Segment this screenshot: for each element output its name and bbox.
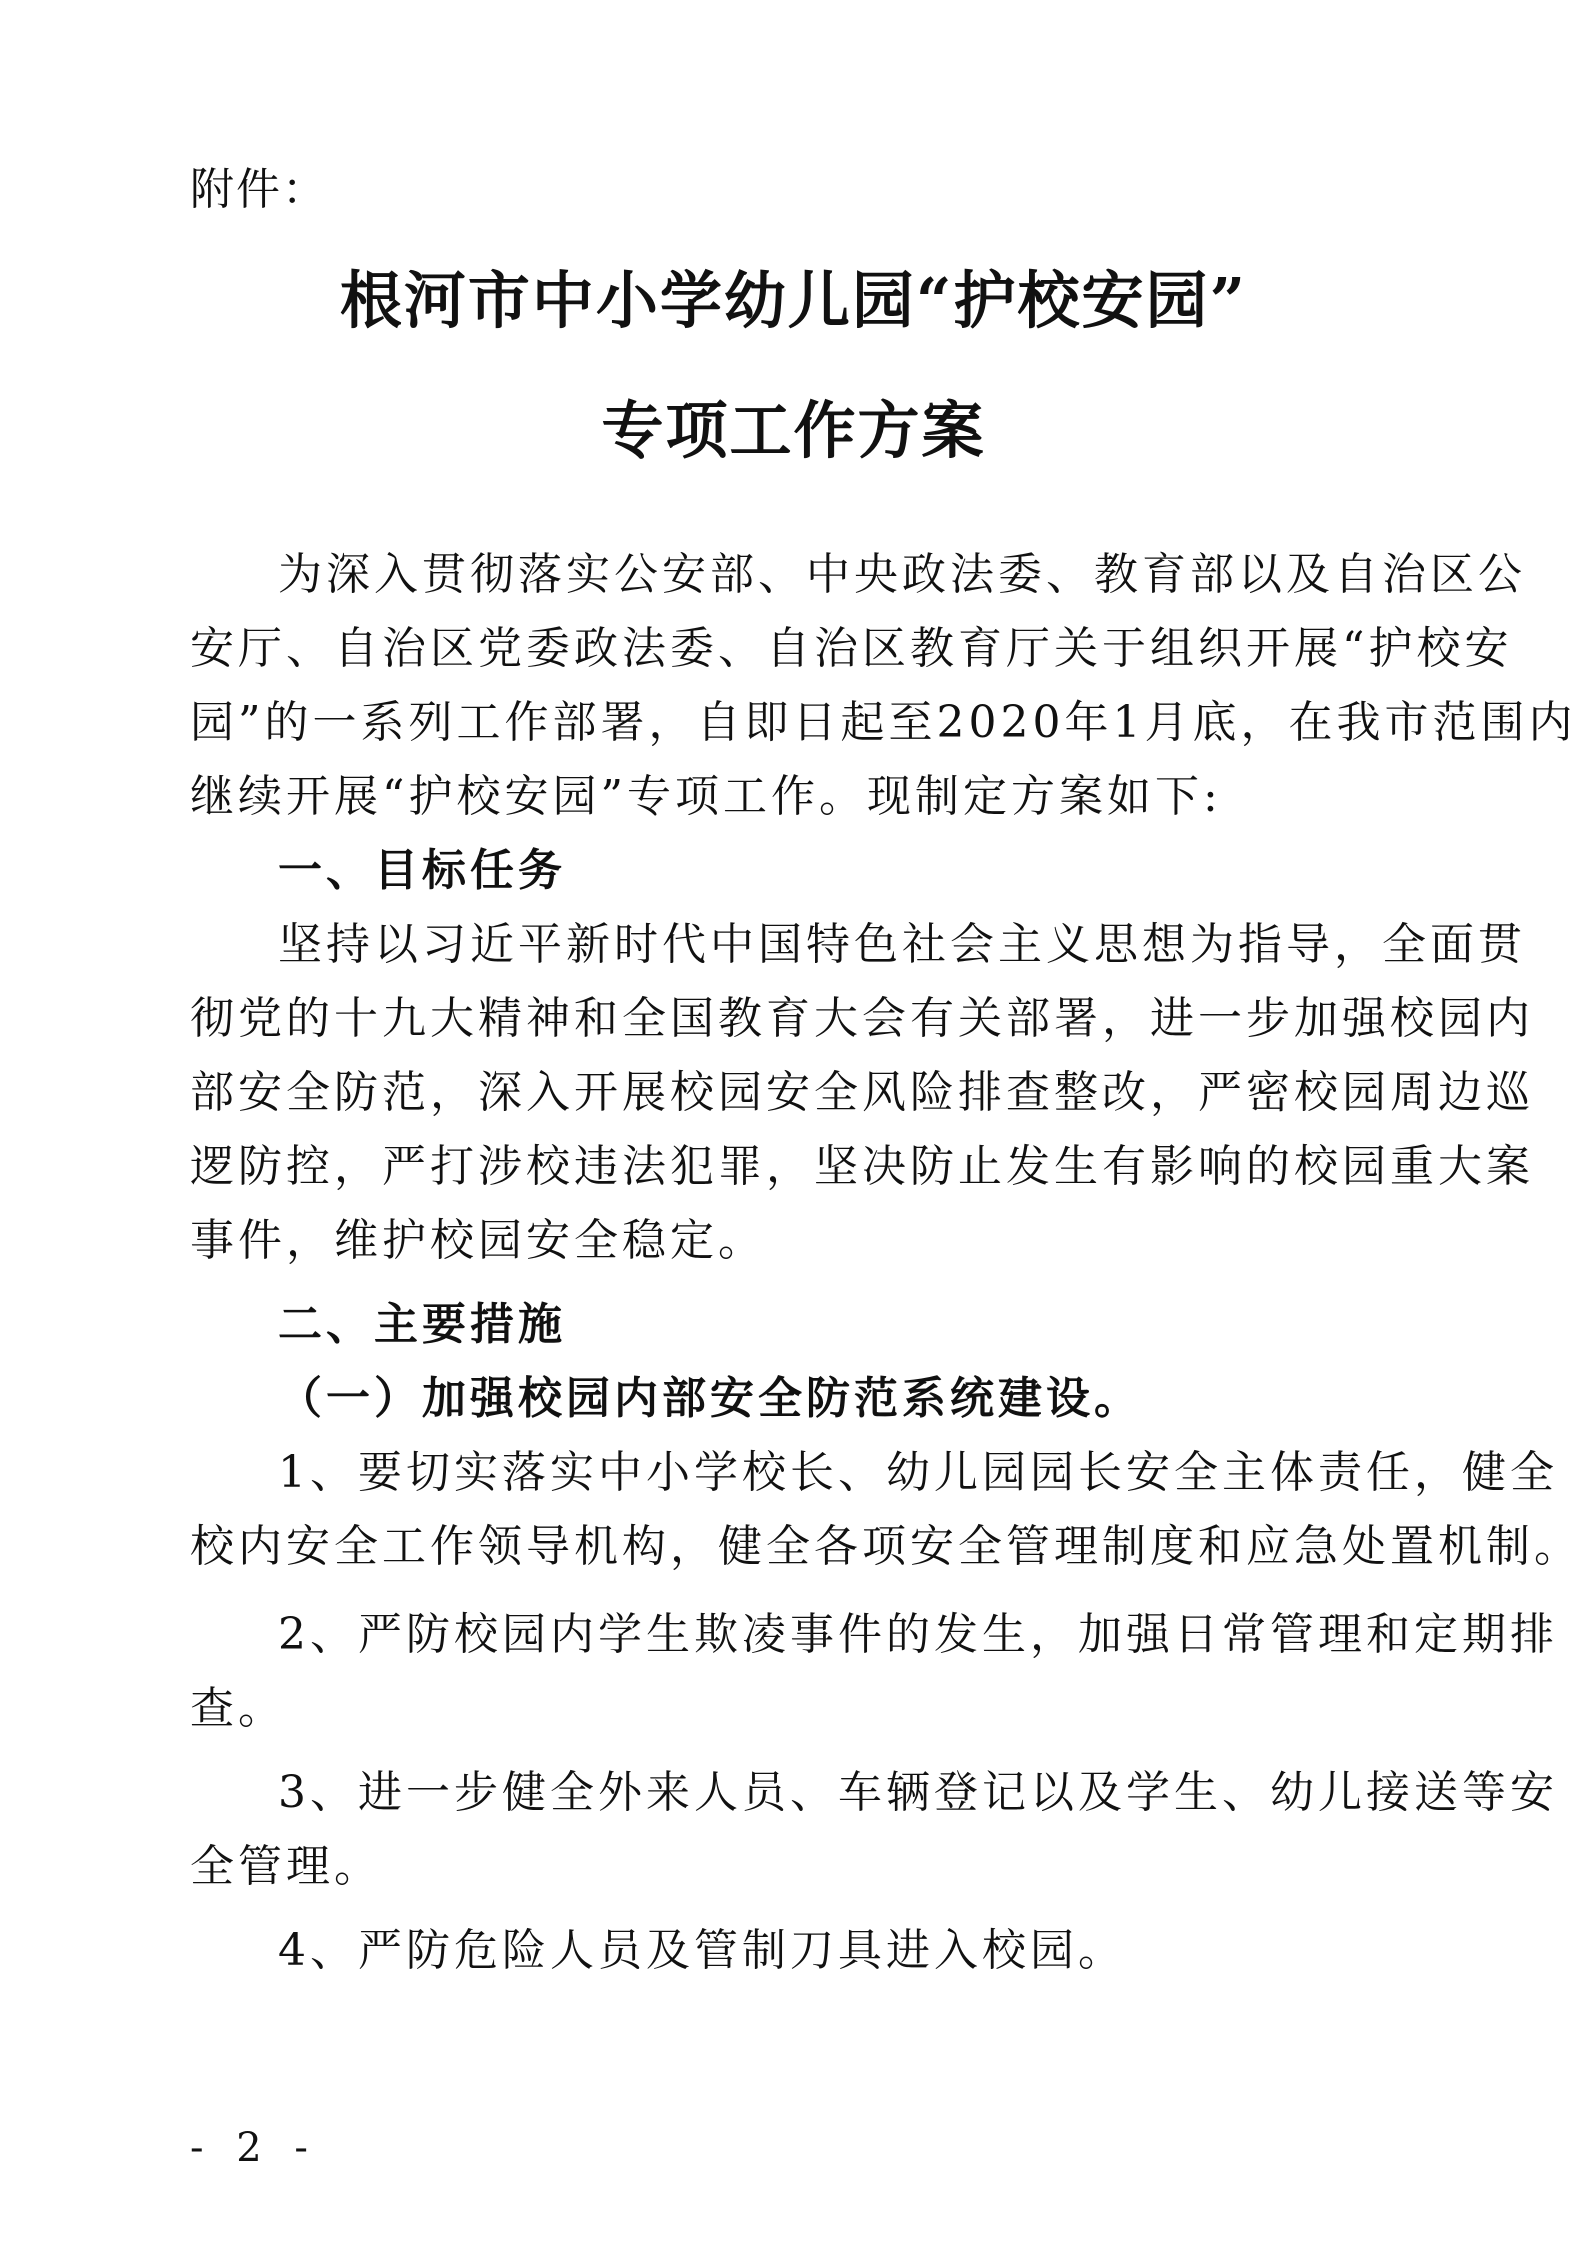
body-line: 2、严防校园内学生欺凌事件的发生，加强日常管理和定期排 [278,1609,1558,1660]
body-line: 逻防控，严打涉校违法犯罪，坚决防止发生有影响的校园重大案 [190,1141,1534,1192]
body-line: 事件，维护校园安全稳定。 [190,1215,766,1266]
body-line: 安厅、自治区党委政法委、自治区教育厅关于组织开展“护校安 [190,623,1513,674]
section-heading-measures: 二、主要措施 [278,1299,566,1350]
body-line: 部安全防范，深入开展校园安全风险排查整改，严密校园周边巡 [190,1067,1534,1118]
body-line: 全管理。 [190,1841,382,1892]
body-line: 坚持以习近平新时代中国特色社会主义思想为指导，全面贯 [278,919,1526,970]
body-line: 彻党的十九大精神和全国教育大会有关部署，进一步加强校园内 [190,993,1534,1044]
body-line: 查。 [190,1683,286,1734]
page-number: - 2 - [190,2125,318,2171]
document-title-line-1: 根河市中小学幼儿园“护校安园” [339,264,1248,337]
body-line: 为深入贯彻落实公安部、中央政法委、教育部以及自治区公 [278,549,1526,600]
body-line: 3、进一步健全外来人员、车辆登记以及学生、幼儿接送等安 [278,1767,1558,1818]
attachment-label: 附件： [190,164,328,215]
subsection-heading-1: （一）加强校园内部安全防范系统建设。 [278,1373,1142,1424]
section-heading-goals: 一、目标任务 [278,845,566,896]
body-line: 1、要切实落实中小学校长、幼儿园园长安全主体责任，健全 [278,1447,1558,1498]
body-line: 校内安全工作领导机构，健全各项安全管理制度和应急处置机制。 [190,1521,1582,1572]
body-line: 4、严防危险人员及管制刀具进入校园。 [278,1925,1126,1976]
body-line: 园”的一系列工作部署，自即日起至2020年1月底，在我市范围内 [190,697,1577,748]
document-title-line-2: 专项工作方案 [601,394,986,467]
body-line: 继续开展“护校安园”专项工作。现制定方案如下: [190,771,1222,822]
document-body [190,0,1582,2245]
